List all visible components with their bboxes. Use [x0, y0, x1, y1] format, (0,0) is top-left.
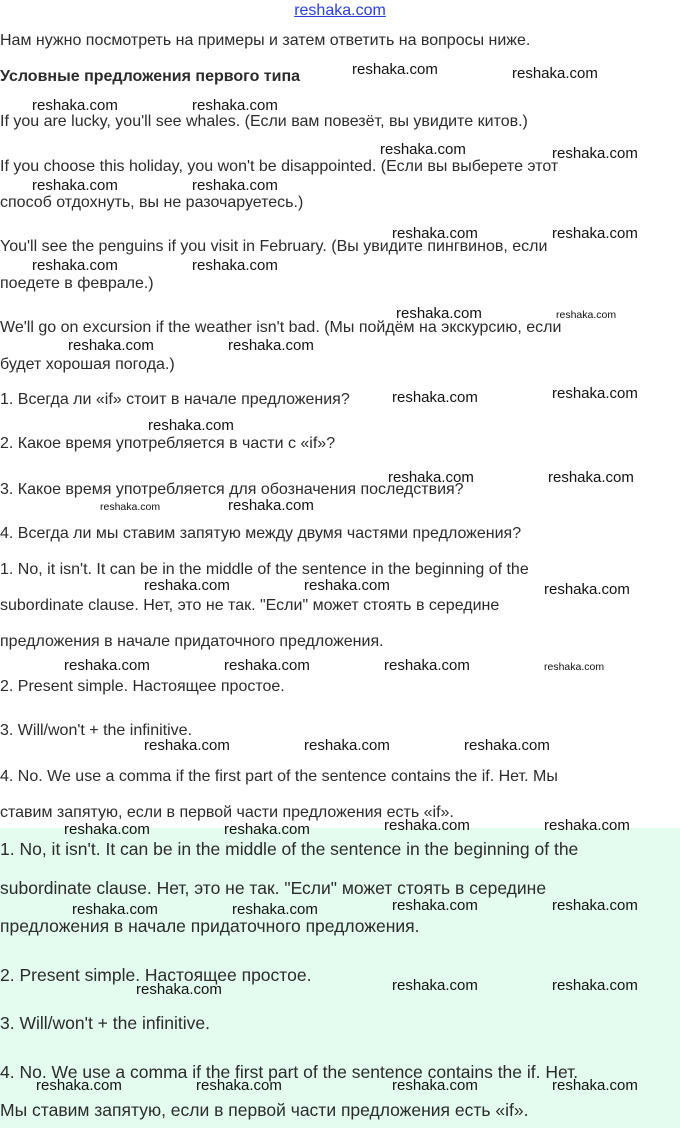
- box-answer-4-line-2: Мы ставим запятую, если в первой части предложения есть «if».: [0, 1100, 529, 1120]
- question-4: 4. Всегда ли мы ставим запятую между двумя частями предложения?: [0, 525, 522, 542]
- example-2-line-1: If you choose this holiday, you won't be disappointed. (Если вы выберете этот: [0, 158, 559, 175]
- watermark: reshaka.com: [552, 225, 638, 242]
- watermark: reshaka.com: [544, 661, 605, 673]
- watermark: reshaka.com: [192, 97, 278, 114]
- watermark: reshaka.com: [552, 145, 638, 162]
- example-3-line-2: поедете в феврале.): [0, 275, 154, 292]
- example-4-line-2: будет хорошая погода.): [0, 356, 175, 373]
- answer-1-line-1: 1. No, it isn't. It can be in the middle of the sentence in the beginning of the: [0, 561, 529, 578]
- watermark: reshaka.com: [552, 977, 638, 994]
- watermark: reshaka.com: [392, 977, 478, 994]
- box-answer-3: 3. Will/won't + the infinitive.: [0, 1013, 211, 1033]
- watermark: reshaka.com: [144, 737, 230, 754]
- box-answer-2: 2. Present simple. Настоящее простое.: [0, 965, 312, 985]
- watermark: reshaka.com: [192, 177, 278, 194]
- watermark: reshaka.com: [392, 1077, 478, 1094]
- watermark: reshaka.com: [388, 469, 474, 486]
- watermark: reshaka.com: [32, 177, 118, 194]
- watermark: reshaka.com: [304, 577, 390, 594]
- question-3: 3. Какое время употребляется для обозначения последствия?: [0, 481, 464, 498]
- watermark: reshaka.com: [304, 737, 390, 754]
- watermark: reshaka.com: [228, 337, 314, 354]
- watermark: reshaka.com: [136, 981, 222, 998]
- watermark: reshaka.com: [396, 305, 482, 322]
- watermark: reshaka.com: [552, 1077, 638, 1094]
- watermark: reshaka.com: [32, 257, 118, 274]
- watermark: reshaka.com: [464, 737, 550, 754]
- answer-2: 2. Present simple. Настоящее простое.: [0, 678, 285, 695]
- watermark: reshaka.com: [544, 581, 630, 598]
- watermark: reshaka.com: [224, 657, 310, 674]
- box-answer-1-line-3: предложения в начале придаточного предложения.: [0, 916, 420, 936]
- watermark: reshaka.com: [384, 657, 470, 674]
- watermark: reshaka.com: [380, 141, 466, 158]
- watermark: reshaka.com: [552, 897, 638, 914]
- watermark: reshaka.com: [32, 97, 118, 114]
- watermark: reshaka.com: [556, 309, 617, 321]
- watermark: reshaka.com: [552, 385, 638, 402]
- box-answer-4-line-1: 4. No. We use a comma if the first part of the sentence contains the if. Нет.: [0, 1062, 579, 1082]
- box-answer-1-line-1: 1. No, it isn't. It can be in the middle of the sentence in the beginning of the: [0, 839, 579, 859]
- answer-4-line-2: ставим запятую, если в первой части предложения есть «if».: [0, 804, 454, 821]
- question-2: 2. Какое время употребляется в части с «if»?: [0, 435, 336, 452]
- intro-text: Нам нужно посмотреть на примеры и затем ответить на вопросы ниже.: [0, 32, 531, 49]
- watermark: reshaka.com: [100, 501, 161, 513]
- watermark: reshaka.com: [232, 901, 318, 918]
- watermark: reshaka.com: [544, 817, 630, 834]
- watermark: reshaka.com: [384, 817, 470, 834]
- answer-3: 3. Will/won't + the infinitive.: [0, 722, 193, 739]
- answer-1-line-3: предложения в начале придаточного предложения.: [0, 633, 384, 650]
- watermark: reshaka.com: [512, 65, 598, 82]
- watermark: reshaka.com: [224, 821, 310, 838]
- watermark: reshaka.com: [352, 61, 438, 78]
- example-2-line-2: способ отдохнуть, вы не разочаруетесь.): [0, 194, 304, 211]
- example-1-line-1: If you are lucky, you'll see whales. (Если вам повезёт, вы увидите китов.): [0, 113, 528, 130]
- example-3-line-1: You'll see the penguins if you visit in February. (Вы увидите пингвинов, если: [0, 238, 548, 255]
- watermark: reshaka.com: [392, 897, 478, 914]
- question-1: 1. Всегда ли «if» стоит в начале предложения?: [0, 391, 350, 408]
- watermark: reshaka.com: [144, 577, 230, 594]
- example-4-line-1: We'll go on excursion if the weather isn't bad. (Мы пойдём на экскурсию, если: [0, 319, 562, 336]
- watermark: reshaka.com: [68, 337, 154, 354]
- box-answer-1-line-2: subordinate clause. Нет, это не так. "Если" может стоять в середине: [0, 878, 547, 898]
- watermark: reshaka.com: [192, 257, 278, 274]
- site-header-link[interactable]: reshaka.com: [294, 2, 386, 19]
- watermark: reshaka.com: [392, 225, 478, 242]
- watermark: reshaka.com: [548, 469, 634, 486]
- answer-1-line-2: subordinate clause. Нет, это не так. "Если" может стоять в середине: [0, 597, 500, 614]
- watermark: reshaka.com: [72, 901, 158, 918]
- watermark: reshaka.com: [392, 389, 478, 406]
- section-heading: Условные предложения первого типа: [0, 68, 301, 85]
- watermark: reshaka.com: [148, 417, 234, 434]
- answer-4-line-1: 4. No. We use a comma if the first part of the sentence contains the if. Нет. Мы: [0, 768, 558, 785]
- watermark: reshaka.com: [64, 821, 150, 838]
- watermark: reshaka.com: [36, 1077, 122, 1094]
- watermark: reshaka.com: [228, 497, 314, 514]
- watermark: reshaka.com: [196, 1077, 282, 1094]
- watermark: reshaka.com: [64, 657, 150, 674]
